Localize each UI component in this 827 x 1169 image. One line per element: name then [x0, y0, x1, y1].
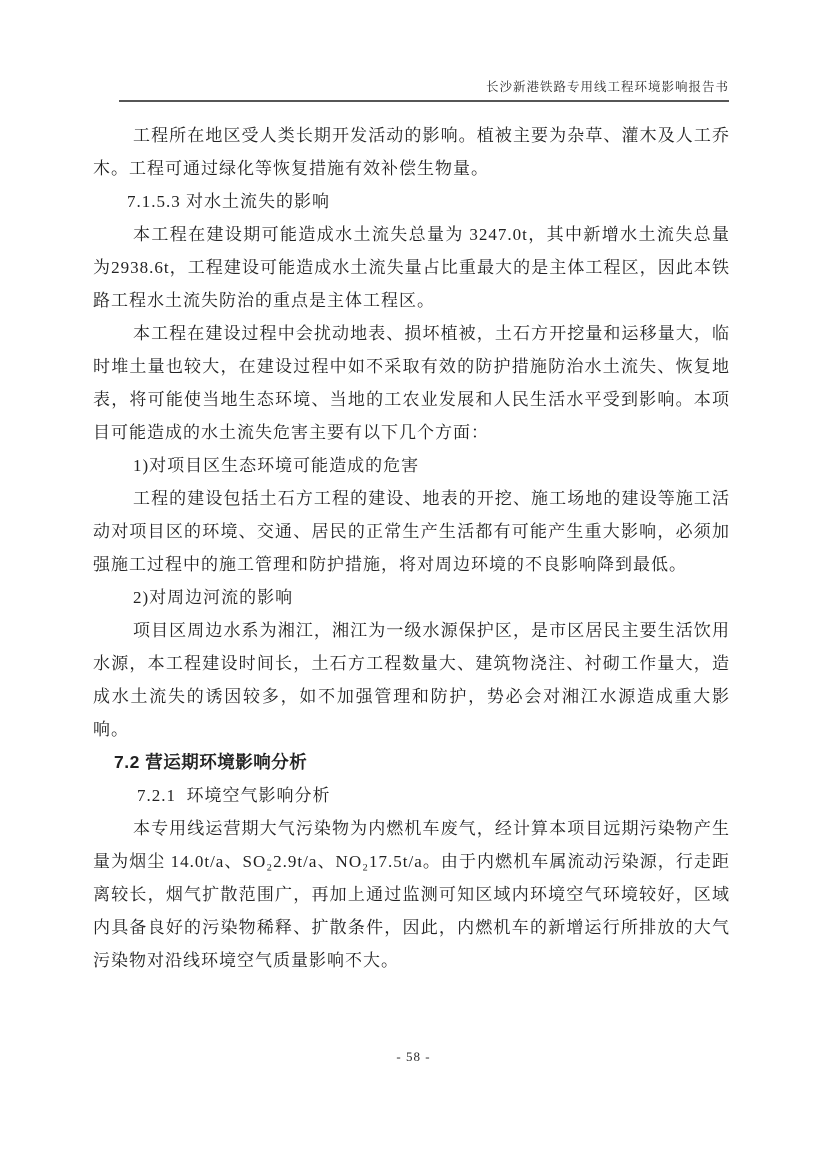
page-header [119, 77, 729, 102]
paragraph: 项目区周边水系为湘江，湘江为一级水源保护区，是市区居民主要生活饮用水源，本工程建设时间长，土石方工程数量大、建筑物浇注、衬砌工作量大，造成水土流失的诱因较多，如不加强管理和防护，势必会对湘江水源造成重大影响。 [93, 621, 730, 739]
page-number: - 58 - [396, 1049, 431, 1064]
paragraph: 2)对周边河流的影响 [133, 588, 294, 607]
section-heading: 7.2.1 环境空气影响分析 [137, 786, 331, 805]
document-body [93, 119, 730, 977]
paragraph: 工程所在地区受人类长期开发活动的影响。植被主要为杂草、灌木及人工乔木。工程可通过绿化等恢复措施有效补偿生物量。 [93, 126, 730, 178]
paragraph: 本专用线运营期大气污染物为内燃机车废气，经计算本项目远期污染物产生量为烟尘 14.0t/a、SO₂2.9t/a、NO₂17.5t/a。由于内燃机车属流动污染源，行走距离较长，烟气扩散范围广，再加上通过监测可知区域内环境空气环境较好，区域内具备良好的污染物稀释、扩散条件，因此，内燃机车的新增运行所排放的大气污染物对沿线环境空气质量影响不大。 [93, 819, 730, 970]
paragraph: 工程的建设包括土石方工程的建设、地表的开挖、施工场地的建设等施工活动对项目区的环境、交通、居民的正常生产生活都有可能产生重大影响，必须加强施工过程中的施工管理和防护措施，将对周边环境的不良影响降到最低。 [93, 489, 730, 574]
section-heading: 7.2 营运期环境影响分析 [114, 752, 308, 772]
paragraph: 本工程在建设期可能造成水土流失总量为 3247.0t，其中新增水土流失总量为2938.6t，工程建设可能造成水土流失量占比重最大的是主体工程区，因此本铁路工程水土流失防治的重点是主体工程区。 [93, 225, 730, 310]
paragraph: 1)对项目区生态环境可能造成的危害 [133, 456, 420, 475]
paragraph: 本工程在建设过程中会扰动地表、损坏植被，土石方开挖量和运移量大，临时堆土量也较大，在建设过程中如不采取有效的防护措施防治水土流失、恢复地表，将可能使当地生态环境、当地的工农业发展和人民生活水平受到影响。本项目可能造成的水土流失危害主要有以下几个方面： [93, 324, 730, 442]
header-title: 长沙新港铁路专用线工程环境影响报告书 [485, 80, 729, 94]
section-heading: 7.1.5.3 对水土流失的影响 [127, 192, 330, 211]
page-footer [0, 1049, 827, 1065]
